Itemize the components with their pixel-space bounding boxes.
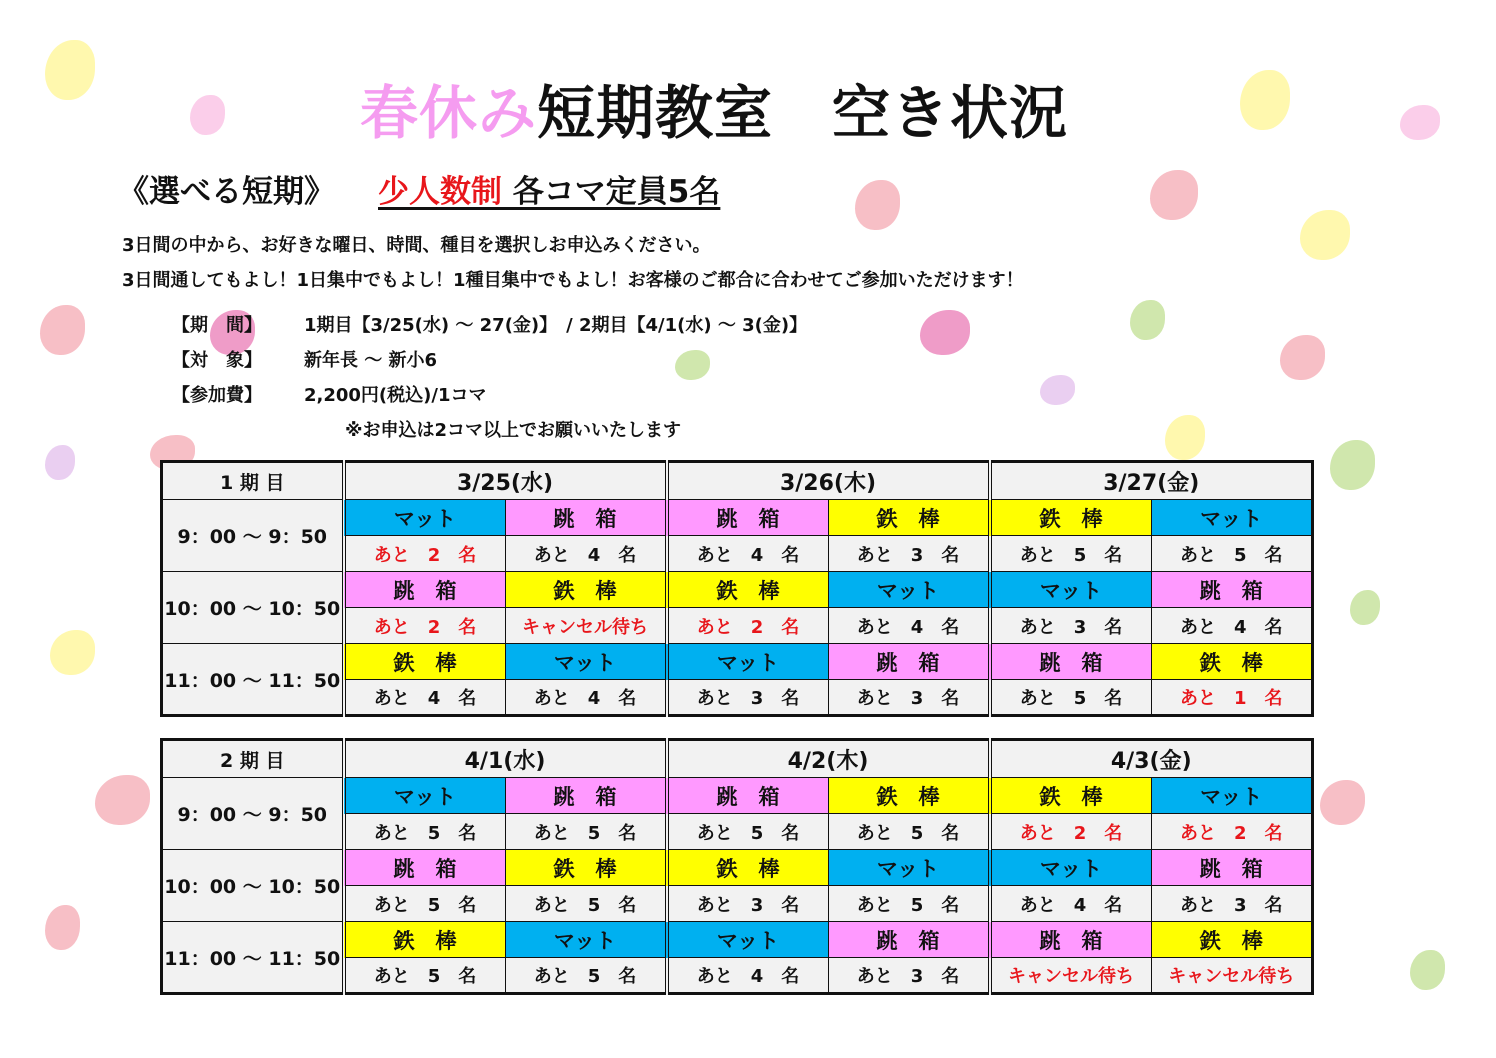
- petal-decoration: [40, 305, 85, 355]
- day-header: 3/27(金): [990, 462, 1313, 500]
- time-slot: 10：00 ～ 10：50: [162, 850, 344, 922]
- event-cell: 跳 箱: [344, 572, 506, 608]
- time-slot: 9：00 ～ 9：50: [162, 778, 344, 850]
- info-target: [172, 346, 437, 372]
- availability-cell: あと 1 名: [1151, 680, 1313, 716]
- event-cell: マット: [505, 922, 667, 958]
- availability-cell: あと 5 名: [505, 958, 667, 994]
- availability-cell: あと 2 名: [667, 608, 829, 644]
- availability-cell: キャンセル待ち: [505, 608, 667, 644]
- event-cell: 鉄 棒: [990, 500, 1152, 536]
- day-header: 3/26(木): [667, 462, 990, 500]
- petal-decoration: [95, 775, 150, 825]
- time-slot: 10：00 ～ 10：50: [162, 572, 344, 644]
- availability-cell: あと 4 名: [990, 886, 1152, 922]
- event-cell: マット: [828, 850, 990, 886]
- event-cell: 跳 箱: [1151, 572, 1313, 608]
- availability-cell: キャンセル待ち: [1151, 958, 1313, 994]
- event-cell: マット: [667, 922, 829, 958]
- availability-cell: あと 4 名: [1151, 608, 1313, 644]
- event-cell: 跳 箱: [505, 778, 667, 814]
- event-cell: 跳 箱: [828, 922, 990, 958]
- title-main-part: 短期教室 空き状況: [537, 79, 1069, 147]
- event-cell: 跳 箱: [828, 644, 990, 680]
- petal-decoration: [855, 180, 900, 230]
- availability-cell: あと 4 名: [505, 680, 667, 716]
- event-cell: 鉄 棒: [667, 572, 829, 608]
- event-cell: マット: [990, 850, 1152, 886]
- event-cell: 跳 箱: [990, 644, 1152, 680]
- availability-cell: あと 2 名: [344, 608, 506, 644]
- event-cell: 鉄 棒: [990, 778, 1152, 814]
- event-cell: マット: [990, 572, 1152, 608]
- capacity-notice: [378, 166, 720, 211]
- event-cell: 鉄 棒: [828, 778, 990, 814]
- time-slot: 11：00 ～ 11：50: [162, 644, 344, 716]
- event-cell: 鉄 棒: [505, 572, 667, 608]
- event-cell: 鉄 棒: [1151, 644, 1313, 680]
- petal-decoration: [1240, 70, 1290, 130]
- page-title: [360, 66, 1068, 150]
- period-2-schedule-table: [160, 738, 1314, 995]
- event-cell: マット: [1151, 500, 1313, 536]
- availability-cell: あと 5 名: [990, 536, 1152, 572]
- application-note: ※お申込は2コマ以上でお願いいたします: [345, 420, 682, 441]
- event-cell: 跳 箱: [505, 500, 667, 536]
- petal-decoration: [1040, 375, 1075, 405]
- event-cell: 鉄 棒: [1151, 922, 1313, 958]
- info-value: 新年長 ～ 新小6: [304, 350, 438, 371]
- day-header: 4/3(金): [990, 740, 1313, 778]
- day-header: 4/1(水): [344, 740, 667, 778]
- availability-cell: あと 3 名: [828, 536, 990, 572]
- availability-cell: あと 3 名: [667, 680, 829, 716]
- info-fee: [172, 381, 487, 407]
- event-cell: 鉄 棒: [828, 500, 990, 536]
- petal-decoration: [1330, 440, 1375, 490]
- time-slot: 9：00 ～ 9：50: [162, 500, 344, 572]
- availability-cell: あと 2 名: [990, 814, 1152, 850]
- subtitle-label: 《選べる短期》: [118, 174, 335, 210]
- event-cell: 跳 箱: [1151, 850, 1313, 886]
- event-cell: マット: [344, 500, 506, 536]
- availability-cell: あと 4 名: [344, 680, 506, 716]
- petal-decoration: [1130, 300, 1165, 340]
- day-header: 4/2(木): [667, 740, 990, 778]
- info-period: [172, 311, 807, 337]
- event-cell: 鉄 棒: [667, 850, 829, 886]
- availability-cell: あと 3 名: [828, 958, 990, 994]
- availability-cell: あと 5 名: [344, 886, 506, 922]
- intro-line-1: 3日間の中から、お好きな曜日、時間、種目を選択しお申込みください。: [122, 235, 711, 256]
- petal-decoration: [1280, 335, 1325, 380]
- event-cell: 跳 箱: [344, 850, 506, 886]
- day-header: 3/25(水): [344, 462, 667, 500]
- period-label: 1 期 目: [162, 462, 344, 500]
- petal-decoration: [1300, 210, 1350, 260]
- period-1-schedule-table: [160, 460, 1314, 717]
- availability-cell: あと 4 名: [505, 536, 667, 572]
- info-key: 【対 象】: [172, 350, 262, 371]
- availability-cell: あと 5 名: [828, 886, 990, 922]
- intro-line-2: 3日間通してもよし！1日集中でもよし！1種目集中でもよし！お客様のご都合に合わせてご参加いただけます！: [122, 270, 1024, 291]
- petal-decoration: [675, 350, 710, 380]
- availability-cell: あと 5 名: [505, 886, 667, 922]
- event-cell: 鉄 棒: [505, 850, 667, 886]
- petal-decoration: [1350, 590, 1380, 625]
- event-cell: マット: [828, 572, 990, 608]
- availability-cell: あと 4 名: [828, 608, 990, 644]
- availability-cell: あと 4 名: [667, 536, 829, 572]
- petal-decoration: [45, 905, 80, 950]
- availability-cell: あと 5 名: [1151, 536, 1313, 572]
- availability-cell: あと 5 名: [990, 680, 1152, 716]
- availability-cell: あと 5 名: [505, 814, 667, 850]
- info-key: 【期 間】: [172, 315, 262, 336]
- availability-cell: あと 3 名: [667, 886, 829, 922]
- event-cell: マット: [667, 644, 829, 680]
- petal-decoration: [45, 445, 75, 480]
- availability-cell: あと 2 名: [344, 536, 506, 572]
- petal-decoration: [190, 95, 225, 135]
- info-value: 1期目【3/25(水) ～ 27(金)】 / 2期目【4/1(水) ～ 3(金)】: [304, 315, 808, 336]
- availability-cell: あと 5 名: [828, 814, 990, 850]
- time-slot: 11：00 ～ 11：50: [162, 922, 344, 994]
- event-cell: 跳 箱: [667, 500, 829, 536]
- availability-cell: あと 3 名: [828, 680, 990, 716]
- event-cell: 鉄 棒: [344, 922, 506, 958]
- event-cell: 跳 箱: [667, 778, 829, 814]
- capacity-label: 各コマ定員5名: [502, 174, 721, 210]
- petal-decoration: [1165, 415, 1205, 460]
- petal-decoration: [1410, 950, 1445, 990]
- availability-cell: あと 4 名: [667, 958, 829, 994]
- availability-cell: あと 3 名: [1151, 886, 1313, 922]
- petal-decoration: [920, 310, 970, 355]
- period-label: 2 期 目: [162, 740, 344, 778]
- small-group-label: 少人数制: [378, 174, 502, 210]
- petal-decoration: [45, 40, 95, 100]
- petal-decoration: [1150, 170, 1198, 220]
- availability-cell: キャンセル待ち: [990, 958, 1152, 994]
- event-cell: マット: [344, 778, 506, 814]
- info-key: 【参加費】: [172, 385, 262, 406]
- title-pink-part: 春休み: [360, 79, 538, 147]
- petal-decoration: [50, 630, 95, 675]
- availability-cell: あと 2 名: [1151, 814, 1313, 850]
- availability-cell: あと 5 名: [344, 814, 506, 850]
- availability-cell: あと 5 名: [344, 958, 506, 994]
- event-cell: マット: [1151, 778, 1313, 814]
- petal-decoration: [1320, 780, 1365, 825]
- subtitle: [118, 166, 721, 211]
- availability-cell: あと 3 名: [990, 608, 1152, 644]
- info-value: 2,200円(税込)/1コマ: [304, 385, 487, 406]
- event-cell: マット: [505, 644, 667, 680]
- petal-decoration: [1400, 105, 1440, 140]
- event-cell: 跳 箱: [990, 922, 1152, 958]
- event-cell: 鉄 棒: [344, 644, 506, 680]
- availability-cell: あと 5 名: [667, 814, 829, 850]
